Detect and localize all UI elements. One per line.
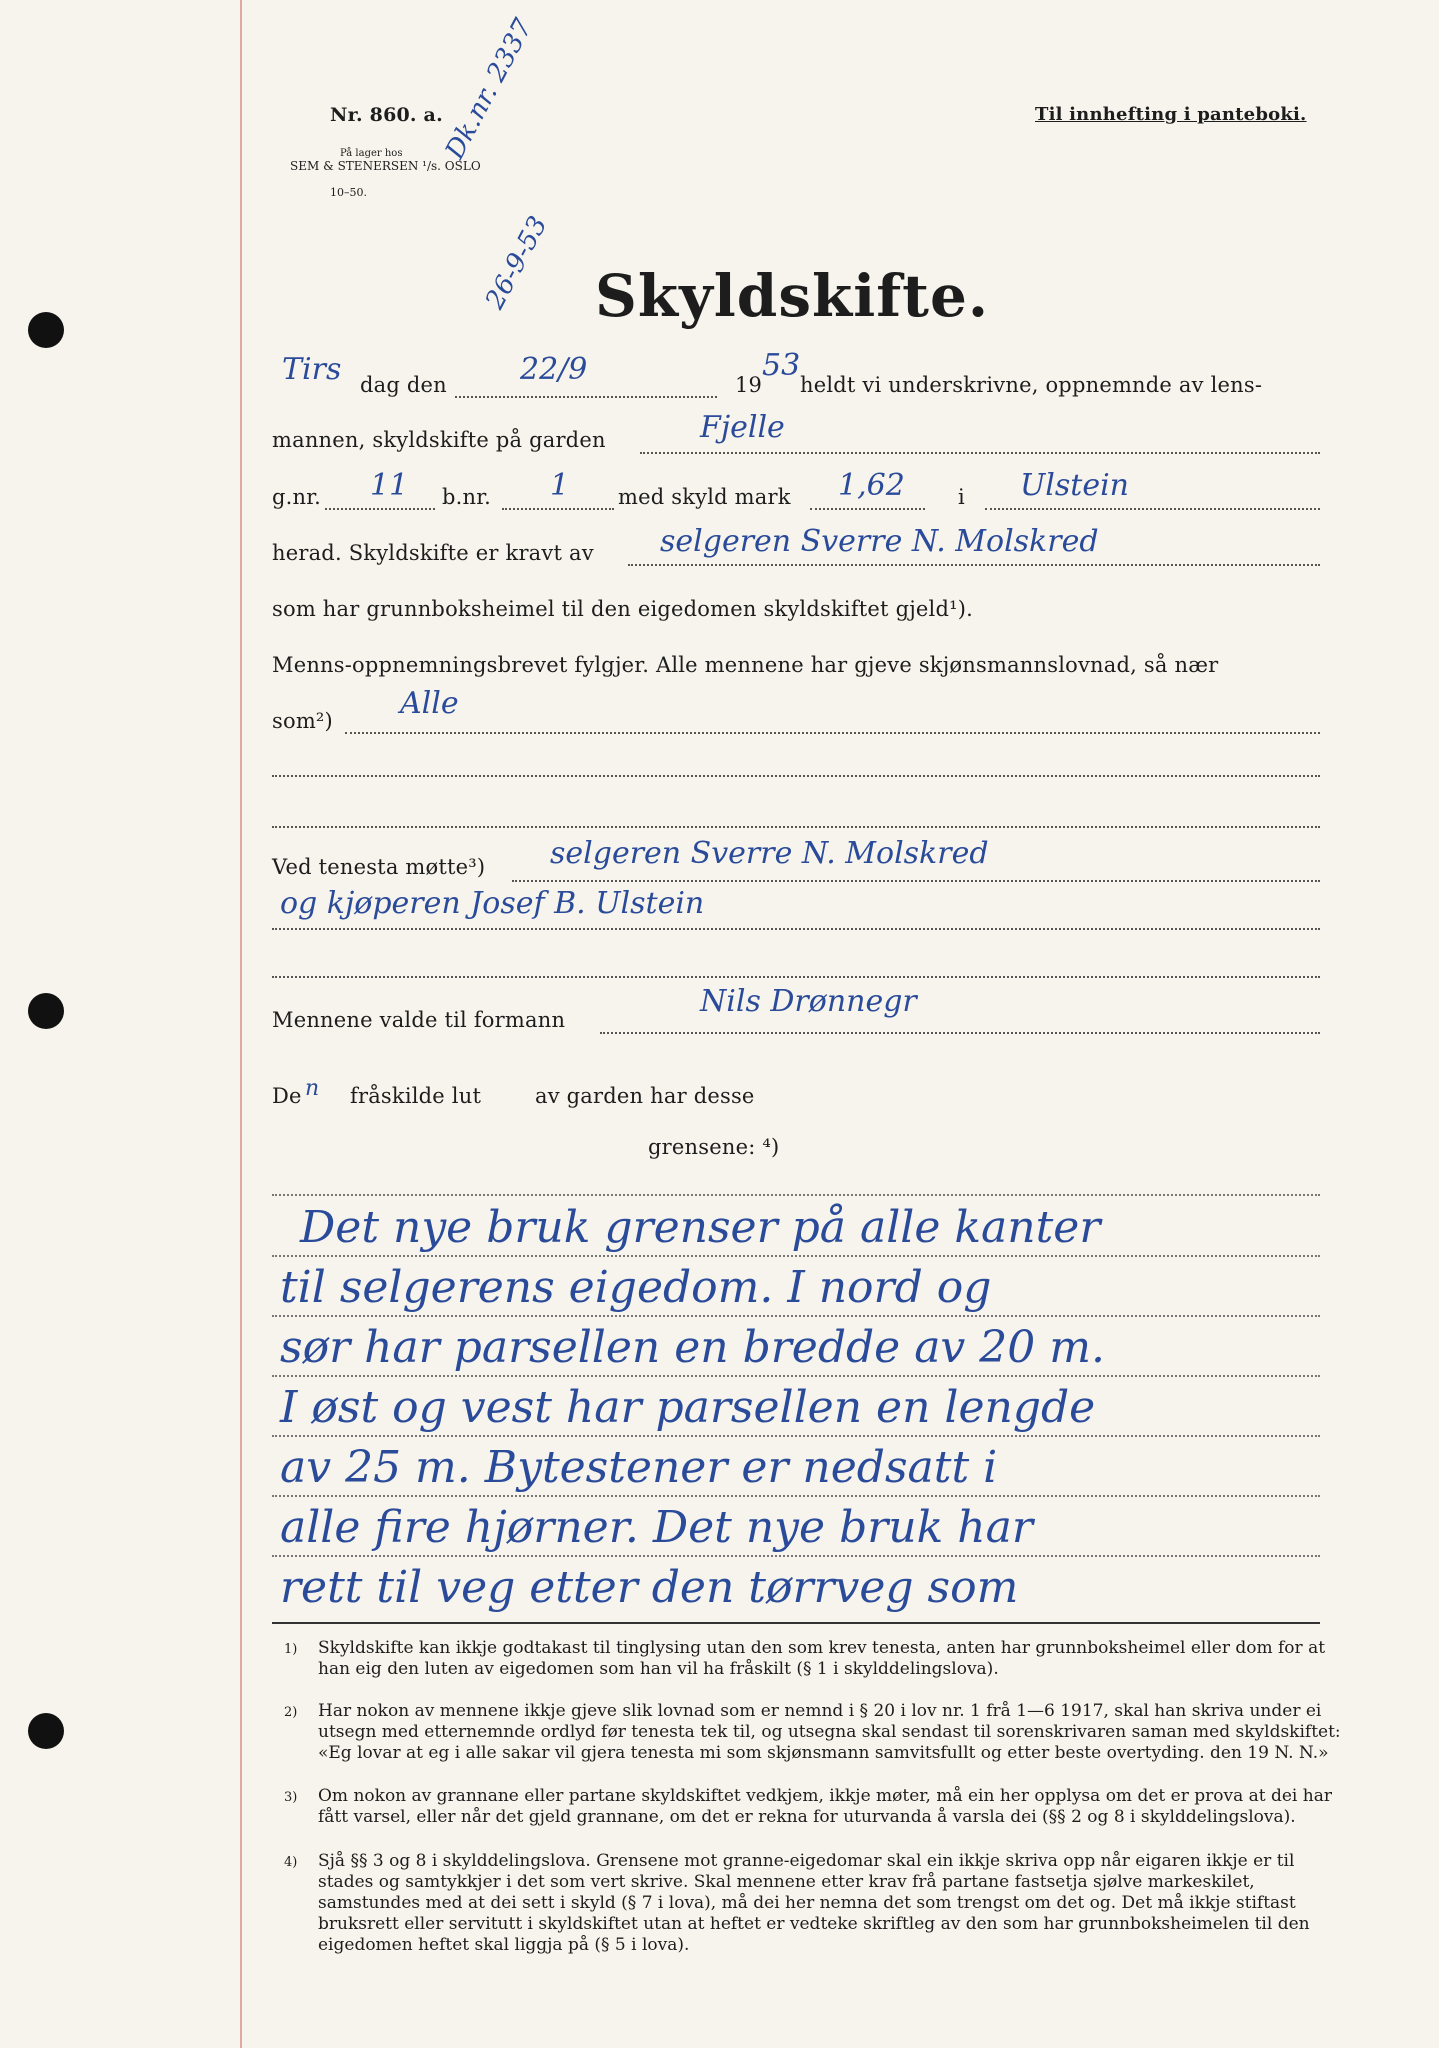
footnote-2-num: 2): [284, 1705, 298, 1720]
label-dag-den: dag den: [360, 373, 447, 397]
desc-line-3: sør har parsellen en bredde av 20 m.: [280, 1322, 1105, 1373]
gnr-value: 11: [370, 468, 409, 503]
print-date: 10–50.: [330, 186, 367, 199]
skyld-rule: [810, 508, 925, 510]
mott-rule-2: [272, 928, 1320, 930]
de-hand: n: [305, 1076, 320, 1101]
footnote-divider: [272, 1622, 1320, 1624]
label-desse: av garden har desse: [535, 1084, 755, 1108]
label-bnr: b.nr.: [442, 485, 492, 509]
som-value: Alle: [400, 686, 459, 721]
year-value: 53: [762, 348, 801, 383]
footnote-4-num: 4): [284, 1855, 298, 1870]
label-year: 19: [735, 373, 763, 397]
desc-line-7: rett til veg etter den tørrveg som: [280, 1562, 1019, 1613]
desc-line-1: Det nye bruk grenser på alle kanter: [300, 1202, 1101, 1253]
form-number: Nr. 860. a.: [330, 104, 443, 126]
desc-rule-1: [272, 1255, 1320, 1257]
punch-hole-middle: [28, 993, 64, 1029]
page-title: Skyldskifte.: [595, 262, 990, 330]
desc-line-4: I øst og vest har parsellen en lengde: [280, 1382, 1096, 1433]
desc-line-6: alle fire hjørner. Det nye bruk har: [280, 1502, 1033, 1553]
binding-note: Til innhefting i panteboki.: [1035, 104, 1307, 125]
requester-rule: [628, 564, 1320, 566]
formann-rule: [600, 1032, 1320, 1034]
bnr-rule: [502, 508, 614, 510]
punch-hole-bottom: [28, 1713, 64, 1749]
stamp-number: Dk.nr. 2337: [440, 14, 539, 165]
label-garden: mannen, skyldskifte på garden: [272, 428, 606, 452]
date-rule: [455, 396, 717, 398]
label-formann: Mennene valde til formann: [272, 1008, 566, 1032]
bnr-value: 1: [550, 468, 570, 503]
publisher-line2: SEM & STENERSEN ¹/s. OSLO: [290, 159, 481, 173]
label-som: som²): [272, 709, 333, 733]
gnr-rule: [325, 508, 435, 510]
label-skyld: med skyld mark: [618, 485, 791, 509]
desc-line-5: av 25 m. Bytestener er nedsatt i: [280, 1442, 998, 1493]
label-gnr: g.nr.: [272, 485, 322, 509]
footnote-2: Har nokon av mennene ikkje gjeve slik lovnad som er nemnd i § 20 i lov nr. 1 frå 1—6 1917, skal han skriva under ei utsegn med etternemnde ordlyd før tenesta tek til, og utsegna skal sendast til sorenskrivaren saman med skyldskiftet: «Eg lovar at eg i alle sakar vil gjera tenesta mi som skjønsmann samvitsfullt og etter beste overtyding. den 19 N. N.»: [318, 1701, 1341, 1763]
desc-rule-2: [272, 1315, 1320, 1317]
label-i: i: [958, 485, 965, 509]
farm-rule: [640, 452, 1320, 454]
footnote-3: Om nokon av grannane eller partane skyldskiftet vedkjem, ikkje møter, må ein her opplysa om det er prova at dei har fått varsel, eller når det gjeld grannane, om det er rekna for uturvanda å varsla dei (§§ 2 og 8 i skylddelingslova).: [318, 1786, 1332, 1827]
stamp-date: 26-9-53: [480, 211, 554, 315]
oppnemning-text: Menns-oppnemningsbrevet fylgjer. Alle mennene har gjeve skjønsmannslovnad, så nær: [272, 653, 1219, 677]
date-value: 22/9: [520, 352, 588, 387]
mott-rule-3: [272, 976, 1320, 978]
label-kravt-av: herad. Skyldskifte er kravt av: [272, 541, 594, 565]
farm-value: Fjelle: [700, 410, 785, 445]
punch-hole-top: [28, 312, 64, 348]
weekday-value: Tirs: [282, 352, 342, 387]
label-mott: Ved tenesta møtte³): [272, 855, 486, 879]
publisher-line1: På lager hos: [340, 148, 403, 159]
margin-rule: [240, 0, 242, 2048]
heimel-text: som har grunnboksheimel til den eigedomen skyldskiftet gjeld¹).: [272, 597, 973, 621]
formann-value: Nils Drønnegr: [700, 984, 917, 1019]
mott-value-1: selgeren Sverre N. Molskred: [550, 836, 989, 871]
desc-rule-6: [272, 1555, 1320, 1557]
blank-rule-1: [272, 775, 1320, 777]
mott-rule-1: [512, 880, 1320, 882]
requester-value: selgeren Sverre N. Molskred: [660, 524, 1099, 559]
herad-rule: [985, 508, 1320, 510]
blank-rule-2: [272, 826, 1320, 828]
footnote-3-num: 3): [284, 1790, 298, 1805]
desc-line-2: til selgerens eigedom. I nord og: [280, 1262, 992, 1313]
som-rule: [345, 732, 1320, 734]
desc-top-rule: [272, 1194, 1320, 1196]
desc-rule-5: [272, 1495, 1320, 1497]
label-de: De: [272, 1084, 302, 1108]
mott-value-2: og kjøperen Josef B. Ulstein: [280, 886, 705, 921]
footnote-1: Skyldskifte kan ikkje godtakast til tinglysing utan den som krev tenesta, anten har grunnboksheimel eller dom for at han eig den luten av eigedomen som han vil ha fråskilt (§ 1 i skylddelingslova).: [318, 1638, 1326, 1679]
desc-rule-3: [272, 1375, 1320, 1377]
desc-rule-4: [272, 1435, 1320, 1437]
label-grensene: grensene: ⁴): [648, 1135, 780, 1159]
footnote-1-num: 1): [284, 1642, 298, 1657]
skyld-value: 1,62: [838, 468, 905, 503]
label-lut: fråskilde lut: [350, 1084, 482, 1108]
herad-value: Ulstein: [1020, 468, 1129, 503]
footnote-4: Sjå §§ 3 og 8 i skylddelingslova. Grensene mot granne-eigedomar skal ein ikkje skriva opp når eigaren ikkje er til stades og samtykkjer i det som vert skrive. Skal mennene etter krav frå partane fastsetja sjølve markeskilet, samstundes med at dei sett i skyld (§ 7 i lova), må dei her nemna det som trengst om det og. Det må ikkje stiftast bruksrett eller servitutt i skyldskiftet utan at heftet er vedteke skriftleg av den som har grunnboksheimelen til den eigedomen heftet skal liggja på (§ 5 i lova).: [318, 1851, 1310, 1955]
label-line1-rest: heldt vi underskrivne, oppnemnde av lens-: [800, 373, 1263, 397]
